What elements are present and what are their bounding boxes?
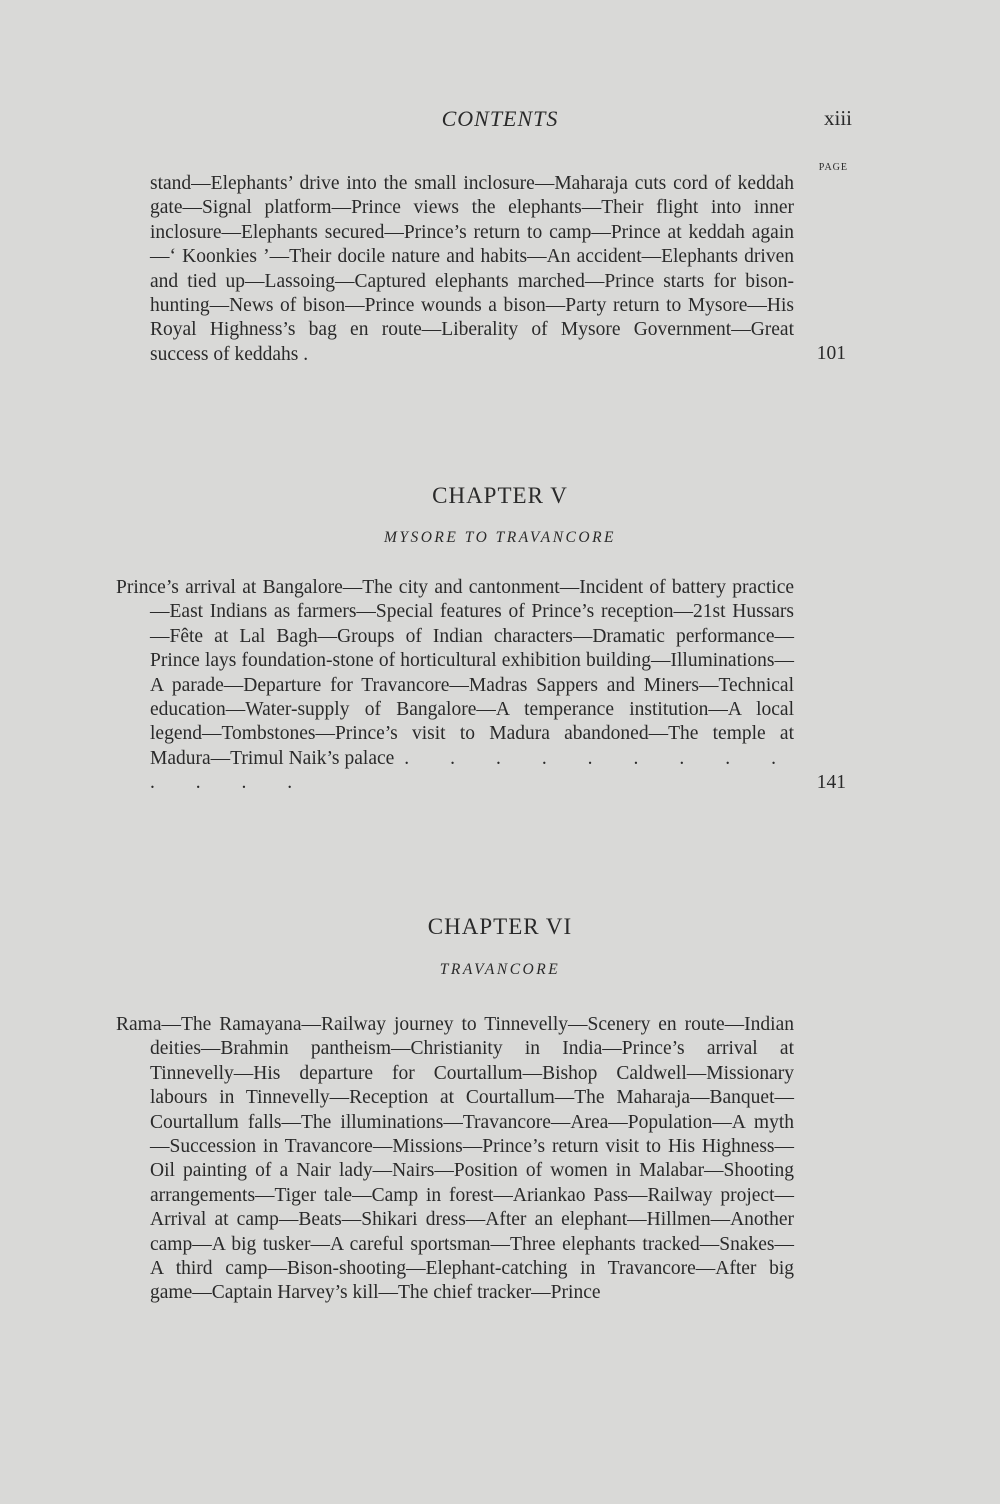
running-title: CONTENTS bbox=[441, 106, 559, 131]
chapter-summary: Rama—The Ramayana—Railway journey to Tinnevelly—Scenery en route—Indian deities—Brahmin pantheism—Christianity in India—Prince’s arrival at Tinnevelly—His departure for Courtallum—Bishop Caldwell—Missionary labours in Tinnevelly—Reception at Courtallum—The Maharaja—Banquet—Courtallum falls—The illuminations—Travancore—Area—Population—A myth—Succession in Travancore—Missions—Prince’s return visit to His Highness—Oil painting of a Nair lady—Nairs—Position of women in Malabar—Shooting arrangements—Tiger tale—Camp in forest—Ariankao Pass—Railway project—Arrival at camp—Beats—Shikari dress—After an elephant—Hillmen—Another camp—A big tusker—A careful sportsman—Three elephants tracked—Snakes—A third camp—Bison-shooting—Elephant-catching in Travancore—After big game—Captain Harvey’s kill—The chief tracker—Prince bbox=[116, 1014, 794, 1304]
chapter-summary-entry bbox=[116, 1013, 846, 1306]
dot-leader: . . . . . . . . . . . . . bbox=[150, 747, 794, 794]
chapter-subtitle: MYSORE TO TRAVANCORE bbox=[383, 529, 617, 546]
entry-summary: stand—Elephants’ drive into the small inclosure—Maharaja cuts cord of keddah gate—Signal platform—Prince views the elephants—Their flight into inner inclosure—Elephants secured—Prince’s return to camp—Prince at keddah again—‘ Koonkies ’—Their docile nature and habits—An accident—Elephants driven and tied up—Lassoing—Captured elephants marched—Prince starts for bison-hunting—News of bison—Prince wounds a bison—Party return to Mysore—His Royal Highness’s bag en route—Liberality of Mysore Government—Great success of keddahs . bbox=[150, 173, 794, 365]
chapter-heading: CHAPTER V bbox=[432, 483, 568, 508]
running-head bbox=[0, 106, 1000, 136]
chapter-subtitle: TRAVANCORE bbox=[439, 961, 561, 978]
page-column-label: PAGE bbox=[818, 162, 848, 173]
chapter-summary-entry bbox=[116, 576, 846, 796]
contents-entry-continued bbox=[116, 172, 846, 367]
page-number: xiii bbox=[823, 106, 852, 130]
entry-page-number: 101 bbox=[816, 343, 846, 364]
chapter-summary-text: Prince’s arrival at Bangalore—The city and cantonment—Incident of battery practice—East Indians as farmers—Special features of Prince’s reception—21st Hussars—Fête at Lal Bagh—Groups of Indian characters—Dramatic performance—Prince lays foundation-stone of horticultural exhibition building—Illuminations—A parade—Departure for Travancore—Madras Sappers and Miners—Technical education—Water-supply of Bangalore—A temperance institution—A local legend—Tombstones—Prince’s visit to Madura abandoned—The temple at Madura—Trimul Naik’s palace bbox=[116, 577, 794, 769]
chapter-summary bbox=[116, 576, 794, 796]
chapter-heading: CHAPTER VI bbox=[427, 914, 573, 939]
chapter-page-number: 141 bbox=[816, 772, 846, 793]
